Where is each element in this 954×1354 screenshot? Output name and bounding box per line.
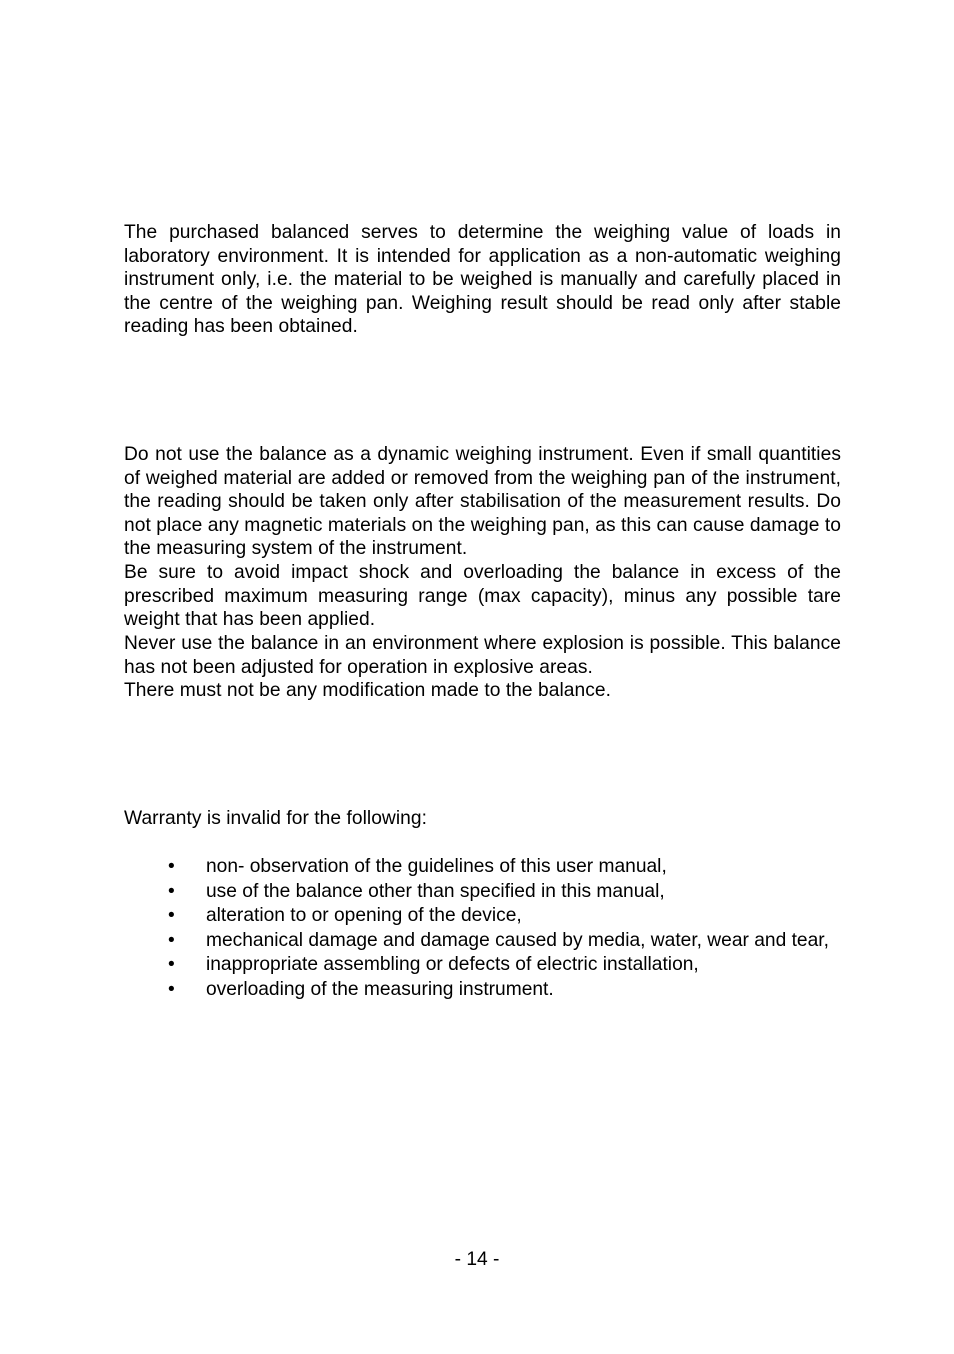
warranty-exclusions-list [124,855,841,1002]
bullet-icon: • [168,856,175,877]
list-item [124,978,841,1003]
improper-use-paragraph-overloading: Be sure to avoid impact shock and overloading the balance in excess of the prescribed maximum measuring range (max capacity), minus any possible tare weight that has been applied. [124,562,841,631]
page-number: - 14 - [454,1249,500,1270]
intended-use-paragraph: The purchased balanced serves to determine the weighing value of loads in laboratory environment. It is intended for application as a non-automatic weighing instrument only, i.e. the material to be weighed is manually and carefully placed in the centre of the weighing pan. Weighing result should be read only after stable reading has been obtained. [124,222,841,338]
bullet-icon: • [168,978,175,1000]
list-item [124,929,841,954]
list-item [124,953,841,978]
list-item [124,880,841,905]
improper-use-paragraph-modification: There must not be any modification made to the balance. [124,680,611,701]
warranty-intro: Warranty is invalid for the following: [124,808,427,829]
bullet-icon: • [168,929,175,951]
bullet-icon: • [168,880,175,902]
bullet-icon: • [168,954,175,975]
list-item [124,855,841,880]
list-item-text: mechanical damage and damage caused by media, water, wear and tear, [206,929,829,951]
improper-use-paragraph-explosion: Never use the balance in an environment where explosion is possible. This balance has not been adjusted for operation in explosive areas. [124,633,841,678]
list-item-text: use of the balance other than specified in this manual, [206,880,665,902]
list-item [124,904,841,929]
list-item-text: inappropriate assembling or defects of electric installation, [206,954,699,975]
list-item-text: non- observation of the guidelines of this user manual, [206,856,667,877]
improper-use-paragraph-dynamic-weighing: Do not use the balance as a dynamic weighing instrument. Even if small quantities of weighed material are added or removed from the weighing pan of the instrument, the reading should be taken only after stabilisation of the measurement results. Do not place any magnetic materials on the weighing pan, as this can cause damage to the measuring system of the instrument. [124,444,841,560]
list-item-text: overloading of the measuring instrument. [206,978,554,1000]
bullet-icon: • [168,905,175,926]
list-item-text: alteration to or opening of the device, [206,905,522,926]
